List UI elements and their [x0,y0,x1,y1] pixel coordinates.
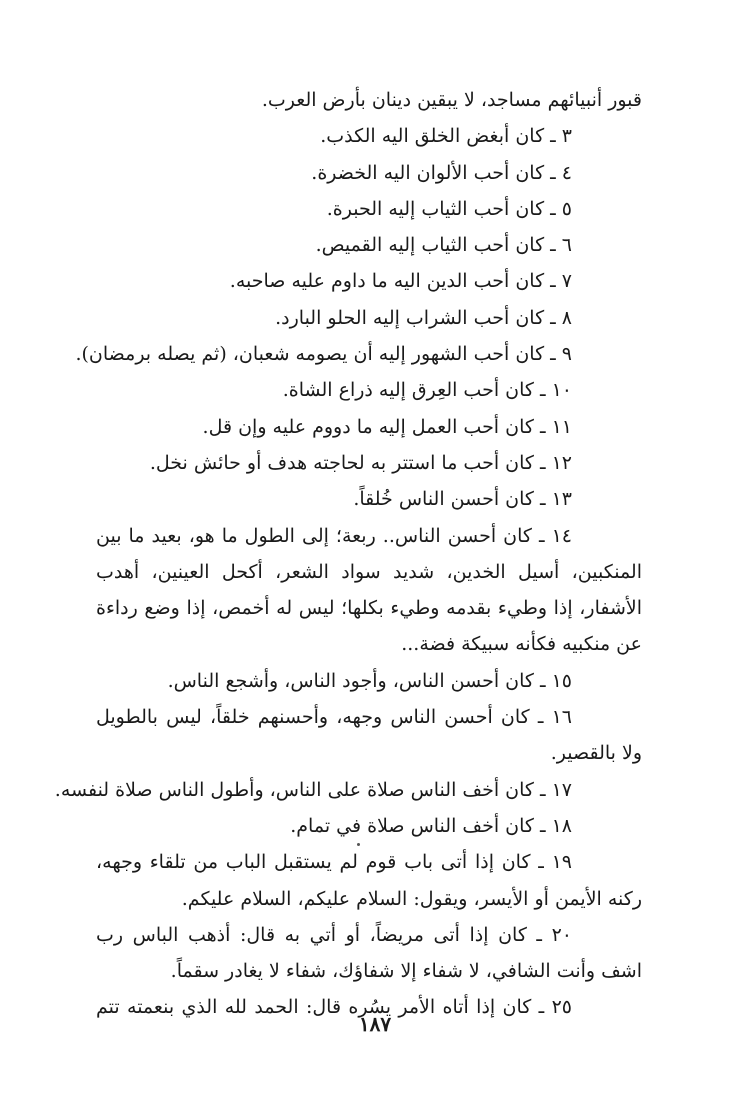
hadith-item-9: ٩ ـ كان أحب الشهور إليه أن يصومه شعبان، (ثم يصله برمضان). [75,343,572,366]
text-line: اشف وأنت الشافي، لا شفاء إلا شفاؤك، شفاء لا يغادر سقماً. [170,960,642,983]
hadith-item-17: ١٧ ـ كان أخف الناس صلاة على الناس، وأطول الناس صلاة لنفسه. [54,778,572,801]
text-line: عن منكبيه فكأنه سبيكة فضة... [401,633,642,656]
hadith-item-25: ٢٥ ـ كان إذا أتاه الأمر يسُره قال: الحمد لله الذي بنعمته تتم [96,996,572,1019]
hadith-item-16: ١٦ ـ كان أحسن الناس وجهه، وأحسنهم خلقاً، ليس بالطويل [96,706,572,729]
text-line: الأشفار، إذا وطيء بقدمه وطيء بكلها؛ ليس له أخمص، إذا وضع رداءة [96,597,642,620]
scan-speck [357,843,360,846]
text-line: ركنه الأيمن أو الأيسر، ويقول: السلام عليكم، السلام عليكم. [181,887,642,910]
hadith-item-10: ١٠ ـ كان أحب العِرق إليه ذراع الشاة. [282,379,572,402]
page-number: ١٨٧ [358,1012,392,1036]
text-line: ولا بالقصير. [550,742,642,765]
hadith-item-11: ١١ ـ كان أحب العمل إليه ما دووم عليه وإن قل. [202,415,572,438]
hadith-item-19: ١٩ ـ كان إذا أتى باب قوم لم يستقبل الباب من تلقاء وجهه، [96,851,572,874]
hadith-item-12: ١٢ ـ كان أحب ما استتر به لحاجته هدف أو حائش نخل. [149,451,572,474]
text-line: المنكبين، أسيل الخدين، شديد سواد الشعر، أكحل العينين، أهدب [96,560,642,583]
hadith-item-7: ٧ ـ كان أحب الدين اليه ما داوم عليه صاحبه. [229,270,572,293]
hadith-item-5: ٥ ـ كان أحب الثياب إليه الحبرة. [326,197,572,220]
text-line: قبور أنبيائهم مساجد، لا يبقين دينان بأرض العرب. [261,89,642,111]
hadith-item-18: ١٨ ـ كان أخف الناس صلاة في تمام. [290,814,572,837]
hadith-item-8: ٨ ـ كان أحب الشراب إليه الحلو البارد. [275,306,572,329]
hadith-item-4: ٤ ـ كان أحب الألوان اليه الخضرة. [311,161,572,184]
hadith-item-14: ١٤ ـ كان أحسن الناس.. ربعة؛ إلى الطول ما هو، بعيد ما بين [96,524,572,547]
body-text [54,82,642,1026]
hadith-item-13: ١٣ ـ كان أحسن الناس خُلقاً. [353,488,572,511]
hadith-item-3: ٣ ـ كان أبغض الخلق اليه الكذب. [320,125,572,148]
hadith-item-15: ١٥ ـ كان أحسن الناس، وأجود الناس، وأشجع الناس. [167,669,572,692]
hadith-item-20: ٢٠ ـ كان إذا أتى مريضاً، أو أتي به قال: أذهب الباس رب [96,923,572,946]
hadith-item-6: ٦ ـ كان أحب الثياب إليه القميص. [315,234,572,257]
